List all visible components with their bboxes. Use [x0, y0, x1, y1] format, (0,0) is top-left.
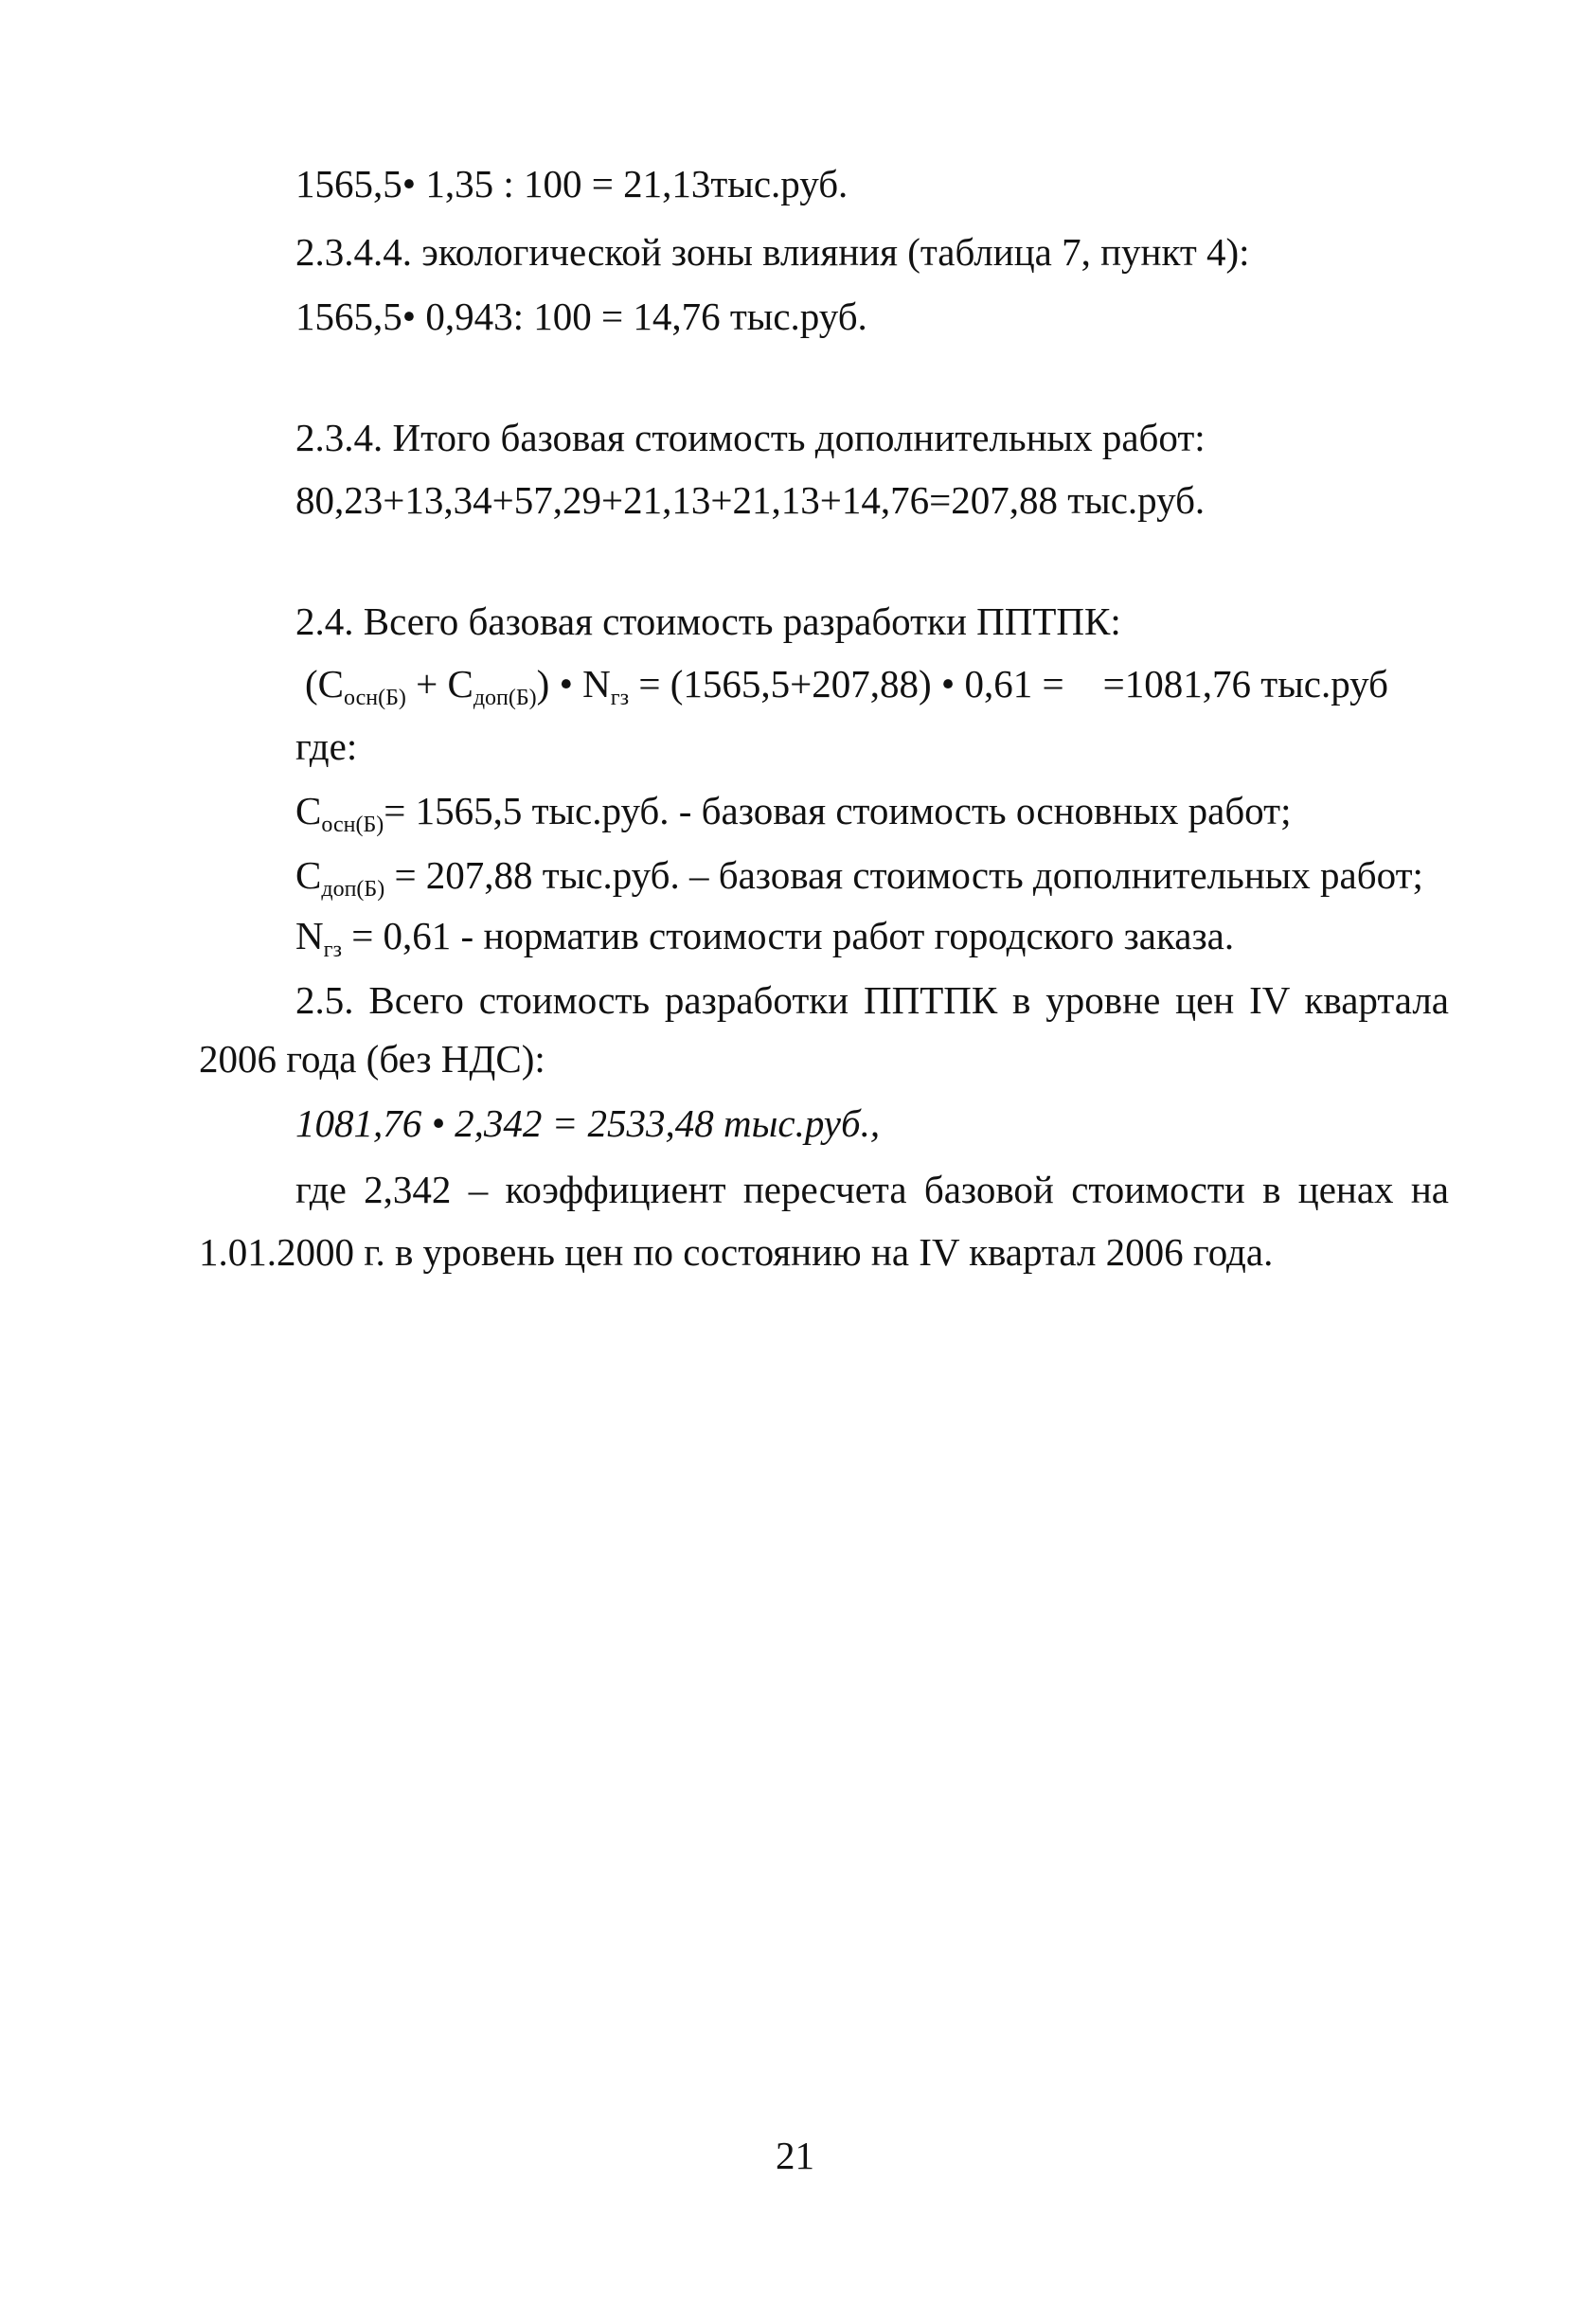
- formula-line: [305, 659, 1388, 708]
- calc-line-2-5: 1081,76 • 2,342 = 2533,48 тыс.руб.,: [295, 1101, 881, 1145]
- heading-2-3-4-4: 2.3.4.4. экологической зоны влияния (таблица 7, пункт 4):: [295, 230, 1250, 274]
- paragraph-2-5-line-1: 2.5. Всего стоимость разработки ППТПК в уровне цен IV квартала: [295, 978, 1449, 1022]
- formula-rest: = (1565,5+207,88) • 0,61 = =1081,76 тыс.руб: [629, 662, 1388, 706]
- calc-line-2-3-4: 80,23+13,34+57,29+21,13+21,13+14,76=207,88 тыс.руб.: [295, 478, 1206, 522]
- page-number: 21: [776, 2134, 814, 2177]
- formula-sub-gz: гз: [610, 686, 630, 710]
- note-line-1: где 2,342 – коэффициент пересчета базовой стоимости в ценах на: [295, 1168, 1449, 1211]
- definition-osn: [295, 786, 1291, 835]
- definition-dop-text: = 207,88 тыс.руб. – базовая стоимость дополнительных работ;: [384, 853, 1423, 897]
- definition-dop: [295, 850, 1423, 900]
- formula-sub-dop: доп(Б): [473, 686, 537, 710]
- definition-ngz: [295, 911, 1234, 960]
- heading-2-4: 2.4. Всего базовая стоимость разработки ППТПК:: [295, 599, 1121, 643]
- definition-ngz-text: = 0,61 - норматив стоимости работ городского заказа.: [341, 914, 1235, 957]
- paragraph-2-5-line-2: 2006 года (без НДС):: [199, 1037, 545, 1081]
- heading-2-3-4: 2.3.4. Итого базовая стоимость дополнительных работ:: [295, 416, 1206, 459]
- definition-osn-symbol: C: [295, 789, 322, 832]
- formula-plus: + C: [405, 662, 473, 706]
- calc-line-2-3-4-4: 1565,5• 0,943: 100 = 14,76 тыс.руб.: [295, 295, 867, 338]
- definition-dop-subscript: доп(Б): [321, 877, 385, 902]
- formula-open: (C: [305, 662, 344, 706]
- definition-ngz-subscript: гз: [323, 938, 342, 962]
- definition-osn-text: = 1565,5 тыс.руб. - базовая стоимость основных работ;: [384, 789, 1292, 832]
- where-label: где:: [295, 724, 358, 768]
- definition-osn-subscript: осн(Б): [321, 813, 384, 837]
- calc-line-2-3-4-3: 1565,5• 1,35 : 100 = 21,13тыс.руб.: [295, 162, 849, 206]
- definition-dop-symbol: C: [295, 853, 322, 897]
- formula-mid: ) • N: [536, 662, 611, 706]
- definition-ngz-symbol: N: [295, 914, 324, 957]
- formula-sub-osn: осн(Б): [344, 686, 406, 710]
- note-line-2: 1.01.2000 г. в уровень цен по состоянию на IV квартал 2006 года.: [199, 1230, 1274, 1274]
